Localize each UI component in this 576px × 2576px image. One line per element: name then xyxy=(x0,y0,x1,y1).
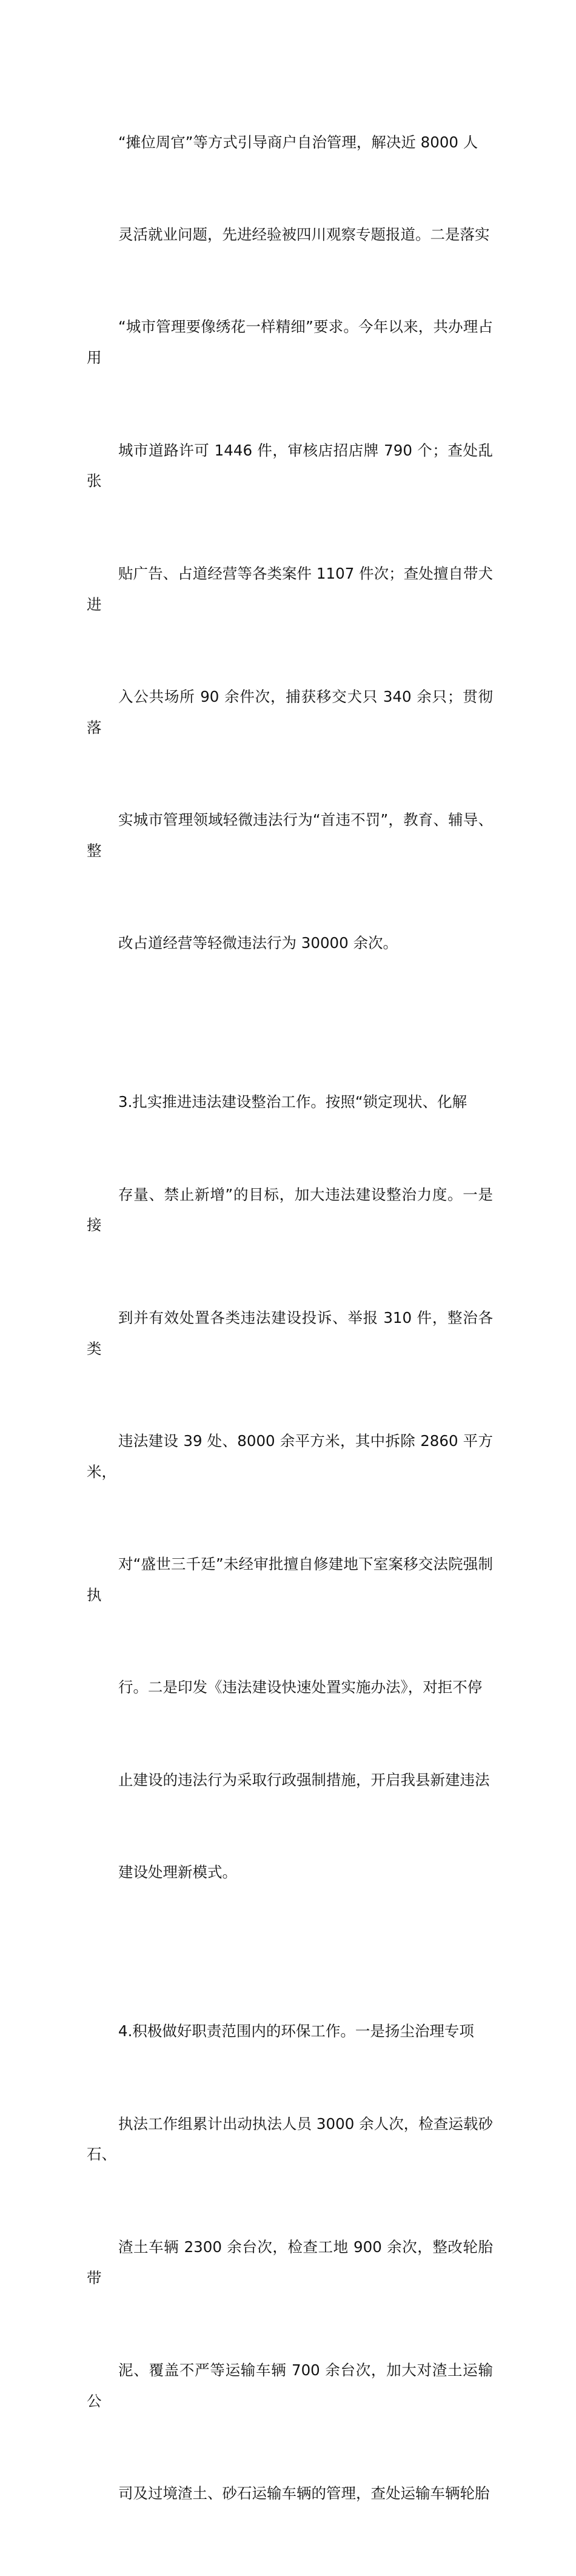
paragraph-line: 城市道路许可 1446 件，审核店招店牌 790 个；查处乱张 xyxy=(87,441,493,490)
paragraph-line: 实城市管理领域轻微违法行为“首违不罚”，教育、辅导、整 xyxy=(87,811,493,859)
paragraph-line: 4.积极做好职责范围内的环保工作。一是扬尘治理专项 xyxy=(118,2022,474,2040)
paragraph-line: 存量、禁止新增”的目标，加大违法建设整治力度。一是接 xyxy=(87,1185,493,1234)
paragraph-line: “摊位周官”等方式引导商户自治管理，解决近 8000 人 xyxy=(118,133,478,151)
paragraph-line: 行。二是印发《违法建设快速处置实施办法》，对拒不停 xyxy=(118,1678,483,1697)
paragraph-line: 止建设的违法行为采取行政强制措施，开启我县新建违法 xyxy=(118,1771,490,1789)
paragraph-line: 贴广告、占道经营等各类案件 1107 件次；查处擅自带犬进 xyxy=(87,564,493,613)
paragraph-line: 泥、覆盖不严等运输车辆 700 余台次，加大对渣土运输公 xyxy=(87,2361,493,2410)
paragraph-line: 渣土车辆 2300 余台次，检查工地 900 余次，整改轮胎带 xyxy=(87,2238,493,2287)
paragraph-line: 建设处理新模式。 xyxy=(118,1863,237,1882)
document-body xyxy=(87,66,493,2576)
paragraph-line: 执法工作组累计出动执法人员 3000 余人次，检查运载砂石、 xyxy=(87,2114,493,2164)
paragraph-2 xyxy=(87,1026,493,1950)
paragraph-line: 改占道经营等轻微违法行为 30000 余次。 xyxy=(118,934,398,952)
paragraph-line: “城市管理要像绣花一样精细”要求。今年以来，共办理占用 xyxy=(87,318,493,367)
paragraph-1 xyxy=(87,66,493,1021)
paragraph-line: 违法建设 39 处、8000 余平方米，其中拆除 2860 平方米， xyxy=(87,1432,493,1481)
paragraph-3 xyxy=(87,1955,493,2571)
paragraph-line: 3.扎实推进违法建设整治工作。按照“锁定现状、化解 xyxy=(118,1093,467,1111)
paragraph-line: 司及过境渣土、砂石运输车辆的管理，查处运输车辆轮胎 xyxy=(118,2484,490,2503)
paragraph-line: 入公共场所 90 余件次，捕获移交犬只 340 余只；贯彻落 xyxy=(87,687,493,736)
paragraph-line: 灵活就业问题，先进经验被四川观察专题报道。二是落实 xyxy=(118,225,490,243)
paragraph-line: 对“盛世三千廷”未经审批擅自修建地下室案移交法院强制执 xyxy=(87,1555,493,1604)
paragraph-line: 到并有效处置各类违法建设投诉、举报 310 件，整治各类 xyxy=(87,1308,493,1357)
